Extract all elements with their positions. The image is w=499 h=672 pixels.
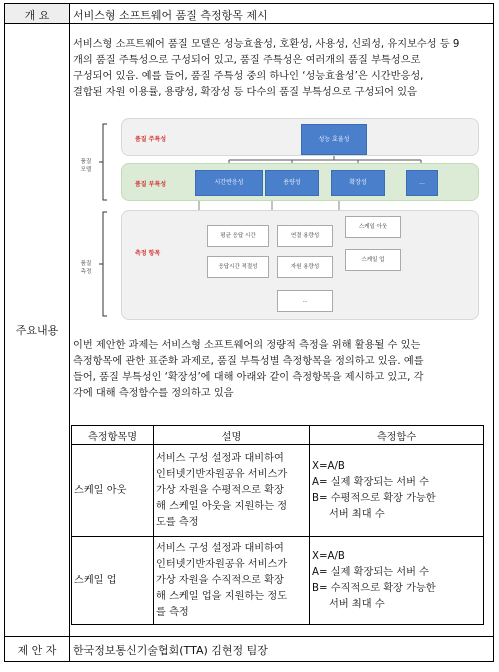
overview-text: 서비스형 소프트웨어 품질 측정항목 제시 — [73, 9, 268, 22]
band-label-item: 측정 항목 — [135, 250, 161, 257]
measurement-table — [71, 425, 484, 625]
func-line: A= 실제 확장되는 서버 수 — [312, 476, 430, 488]
diagram-box-scalability: 확장성 — [331, 170, 385, 196]
row-divider-1 — [5, 23, 493, 24]
side-label-model-text: 품질 모델 — [80, 159, 92, 173]
proposal-paragraph — [73, 338, 490, 402]
header-function: 측정함수 — [310, 426, 484, 445]
cell-function — [310, 537, 484, 625]
desc-line: 가상 자원을 수직적으로 확장 — [156, 574, 284, 586]
diagram-item-scale-up: 스케일 업 — [345, 249, 401, 271]
proposer-text: 한국정보통신기술협회(TTA) 김현정 팀장 — [73, 644, 268, 657]
overview-label: 개 요 — [24, 9, 50, 22]
intro-line: 서비스형 소프트웨어 품질 모델은 성능효율성, 호환성, 사용성, 신뢰성, 유지보수성 등 9 — [73, 39, 460, 50]
table-row — [72, 445, 484, 537]
cell-function — [310, 445, 484, 537]
desc-line: 인터넷기반자원공유 서비스가 — [156, 558, 288, 570]
table-header-row — [72, 426, 484, 445]
diagram-item-resource-capacity: 자원 용량성 — [277, 256, 333, 278]
proposal-line: 이번 제안한 과제는 서비스형 소프트웨어의 정량적 측정을 위해 활용될 수 있는 — [73, 340, 421, 351]
row-divider-2 — [5, 636, 493, 637]
intro-paragraph — [73, 37, 490, 101]
desc-line: 도를 측정 — [156, 516, 199, 528]
cell-item-name: 스케일 업 — [72, 537, 154, 625]
column-divider — [69, 4, 70, 661]
band-label-sub: 품질 부특성 — [135, 181, 167, 188]
intro-line: 개의 품질 주특성으로 구성되어 있고, 품질 주특성은 여러개의 품질 부특성으로 — [73, 55, 421, 66]
cell-item-name: 스케일 아웃 — [72, 445, 154, 537]
func-line: B= 수직적으로 확장 가능한 — [312, 582, 436, 594]
side-label-measure — [75, 260, 97, 276]
diagram-item-response-time-adequacy: 응답시간 적절성 — [207, 256, 269, 278]
diagram-item-connection-capacity: 연결 용량성 — [277, 225, 333, 247]
proposal-line: 측정항목에 관한 표준화 과제로, 품질 부특성별 측정항목을 정의하고 있음. 예를 — [73, 356, 424, 367]
diagram-box-performance-efficiency: 성능 효율성 — [301, 124, 367, 155]
diagram-item-avg-response-time: 평균 응답 시간 — [207, 225, 269, 247]
func-line: X=A/B — [312, 550, 345, 562]
func-line: X=A/B — [312, 460, 345, 472]
side-label-model — [75, 158, 97, 174]
func-line: 서버 최대 수 — [329, 508, 385, 520]
diagram-box-more: ... — [406, 170, 438, 196]
func-line: 서버 최대 수 — [329, 598, 385, 610]
header-description: 설명 — [154, 426, 310, 445]
desc-line: 가상 자원을 수평적으로 확장 — [156, 484, 284, 496]
table-row — [72, 537, 484, 625]
quality-model-diagram — [69, 116, 493, 326]
desc-line: 를 측정 — [156, 606, 189, 618]
desc-line: 서비스 구성 설정과 대비하여 — [156, 542, 284, 554]
intro-line: 구성되어 있음. 예를 들어, 품질 주특성 중의 하나인 ‘성능효율성’은 시간반응성, — [73, 71, 424, 82]
desc-line: 해 스케일 아웃을 지원하는 정 — [156, 500, 288, 512]
diagram-box-time-behaviour: 시간반응성 — [195, 170, 263, 196]
band-main-characteristic — [121, 118, 479, 156]
desc-line: 해 스케일 업을 지원하는 정도 — [156, 590, 288, 602]
cell-description — [154, 537, 310, 625]
diagram-item-more: ... — [277, 290, 333, 312]
band-label-main: 품질 주특성 — [135, 136, 167, 143]
desc-line: 인터넷기반자원공유 서비스가 — [156, 468, 288, 480]
proposal-line: 각에 대해 측정함수를 정의하고 있음 — [73, 388, 234, 399]
cell-description — [154, 445, 310, 537]
intro-line: 결합된 자원 이용률, 용량성, 확장성 등 다수의 품질 부특성으로 구성되어 있음 — [73, 87, 417, 98]
diagram-box-capacity: 용량성 — [265, 170, 319, 196]
desc-line: 서비스 구성 설정과 대비하여 — [156, 452, 284, 464]
proposer-label: 제 안 자 — [17, 644, 57, 657]
func-line: A= 실제 확장되는 서버 수 — [312, 566, 430, 578]
diagram-item-scale-out: 스케일 아웃 — [345, 216, 401, 238]
main-content-label: 주요내용 — [15, 324, 59, 337]
proposal-line: 들어, 품질 부특성인 ‘확장성’에 대해 아래와 같이 측정항목을 제시하고 있고, 각 — [73, 372, 424, 383]
header-item-name: 측정항목명 — [72, 426, 154, 445]
func-line: B= 수평적으로 확장 가능한 — [312, 492, 436, 504]
side-label-measure-text: 품질 측정 — [80, 261, 92, 275]
